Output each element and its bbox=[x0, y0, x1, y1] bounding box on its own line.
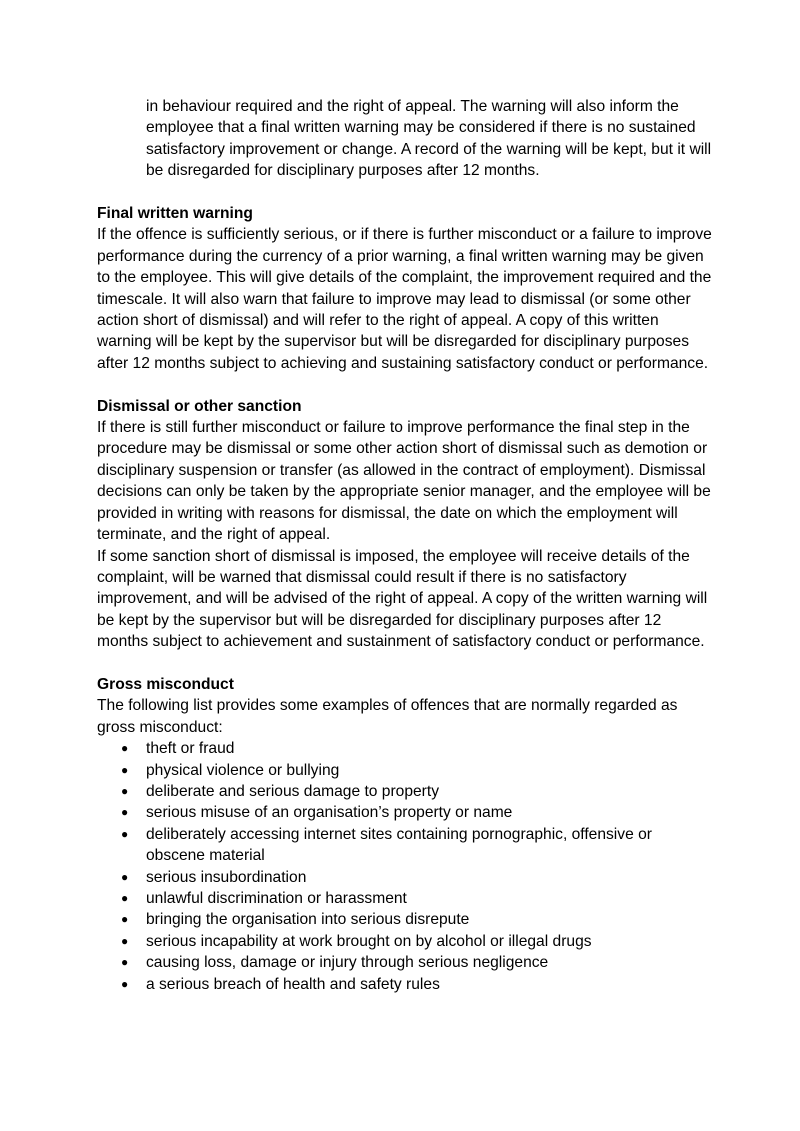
list-item bbox=[97, 802, 715, 823]
list-item bbox=[97, 824, 715, 867]
dismissal-heading: Dismissal or other sanction bbox=[97, 397, 302, 415]
bullet-icon: ● bbox=[121, 912, 129, 927]
document-body bbox=[97, 96, 715, 995]
dismissal-paragraph-1: If there is still further misconduct or failure to improve performance the final step in the procedure may be dismissal or some other action short of dismissal such as demotion or disciplinary suspension or transfer (as allowed in the contract of employment). Dismissal decisions can only be taken by the appropriate senior manager, and the employee will be provided in writing with reasons for dismissal, the date on which the employment will terminate, and the right of appeal. bbox=[97, 419, 711, 544]
continuation-paragraph: in behaviour required and the right of appeal. The warning will also inform the employee that a final written warning may be considered if there is no sustained satisfactory improvement or change. A record of the warning will be kept, but it will be disregarded for disciplinary purposes after 12 months. bbox=[146, 98, 712, 180]
list-item-text: theft or fraud bbox=[146, 740, 235, 758]
list-item-text: serious incapability at work brought on by alcohol or illegal drugs bbox=[146, 932, 592, 950]
list-item-text: deliberately accessing internet sites containing pornographic, offensive or obscene material bbox=[146, 825, 652, 865]
list-item bbox=[97, 974, 715, 995]
bullet-icon: ● bbox=[121, 890, 129, 905]
spacer bbox=[97, 653, 715, 674]
bullet-icon: ● bbox=[121, 955, 129, 970]
bullet-icon: ● bbox=[121, 826, 129, 841]
bullet-icon: ● bbox=[121, 933, 129, 948]
gross-misconduct-list bbox=[97, 738, 715, 995]
list-item bbox=[97, 867, 715, 888]
list-item bbox=[97, 738, 715, 759]
spacer bbox=[97, 374, 715, 395]
list-item-text: serious misuse of an organisation’s property or name bbox=[146, 804, 513, 822]
list-item bbox=[97, 760, 715, 781]
list-item bbox=[97, 781, 715, 802]
bullet-icon: ● bbox=[121, 762, 129, 777]
list-item-text: bringing the organisation into serious disrepute bbox=[146, 911, 470, 929]
list-item-text: serious insubordination bbox=[146, 868, 307, 886]
list-item bbox=[97, 931, 715, 952]
list-item bbox=[97, 909, 715, 930]
bullet-icon: ● bbox=[121, 869, 129, 884]
list-item bbox=[97, 952, 715, 973]
list-item-text: physical violence or bullying bbox=[146, 761, 340, 779]
gross-misconduct-heading: Gross misconduct bbox=[97, 675, 234, 693]
list-item bbox=[97, 888, 715, 909]
bullet-icon: ● bbox=[121, 976, 129, 991]
final-warning-heading: Final written warning bbox=[97, 205, 253, 223]
bullet-icon: ● bbox=[121, 805, 129, 820]
bullet-icon: ● bbox=[121, 741, 129, 756]
list-item-text: unlawful discrimination or harassment bbox=[146, 889, 407, 907]
final-warning-paragraph: If the offence is sufficiently serious, or if there is further misconduct or a failure to improve performance during the currency of a prior warning, a final written warning may be given to the employee. This will give details of the complaint, the improvement required and the timescale. It will also warn that failure to improve may lead to dismissal (or some other action short of dismissal) and will refer to the right of appeal. A copy of this written warning will be kept by the supervisor but will be disregarded for disciplinary purposes after 12 months subject to achieving and sustaining satisfactory conduct or performance. bbox=[97, 226, 712, 372]
dismissal-paragraph-2: If some sanction short of dismissal is imposed, the employee will receive details of the complaint, will be warned that dismissal could result if there is no satisfactory improvement, and will be advised of the right of appeal. A copy of the written warning will be kept by the supervisor but will be disregarded for disciplinary purposes after 12 months subject to achievement and sustainment of satisfactory conduct or performance. bbox=[97, 547, 708, 651]
bullet-icon: ● bbox=[121, 783, 129, 798]
list-item-text: causing loss, damage or injury through serious negligence bbox=[146, 954, 549, 972]
list-item-text: deliberate and serious damage to property bbox=[146, 782, 439, 800]
list-item-text: a serious breach of health and safety rules bbox=[146, 975, 440, 993]
gross-misconduct-intro: The following list provides some examples of offences that are normally regarded as gross misconduct: bbox=[97, 697, 678, 736]
spacer bbox=[97, 182, 715, 203]
